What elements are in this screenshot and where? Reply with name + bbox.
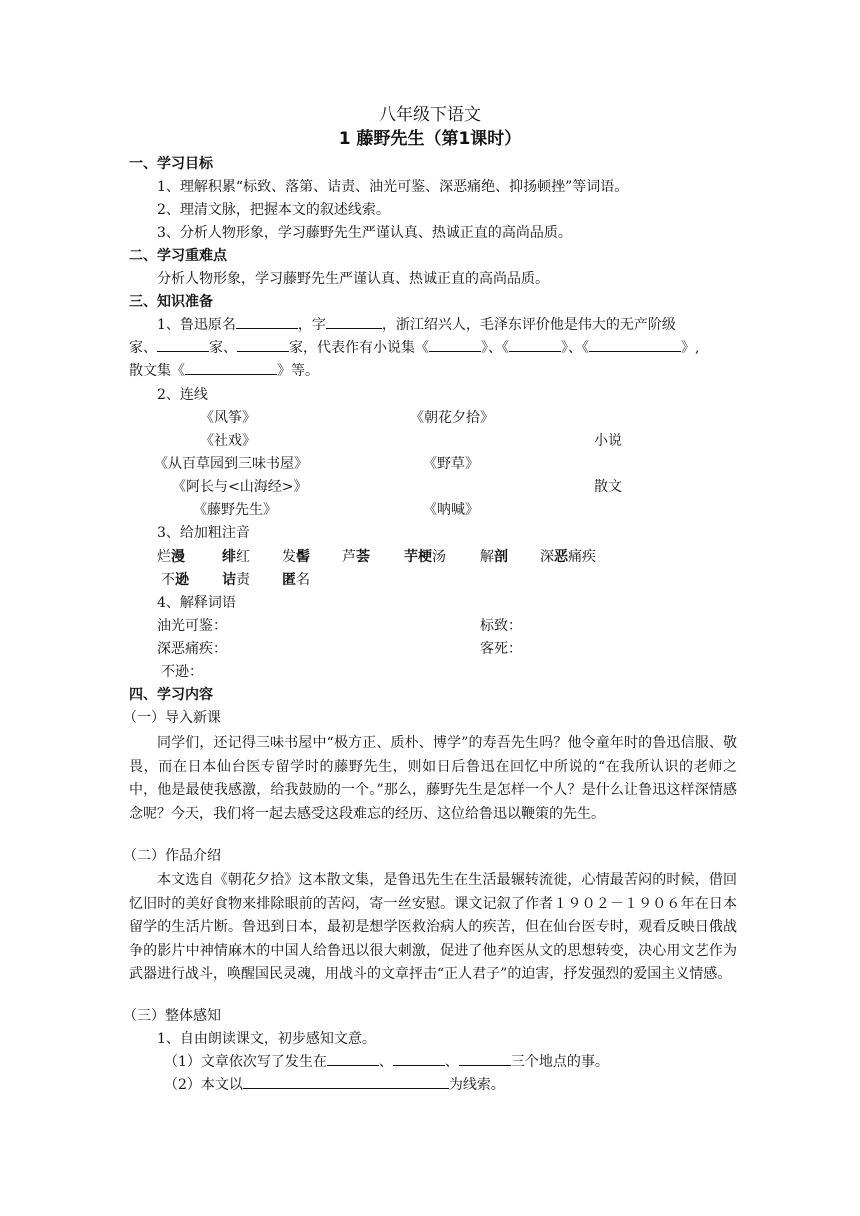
- matching-middle-item[interactable]: 《呐喊》: [423, 502, 479, 518]
- definition-term: 油光可鉴：: [157, 618, 227, 634]
- q1-text-f: 家，代表作有小说集《: [289, 340, 429, 356]
- definitions-label: 4、解释词语: [157, 595, 236, 611]
- pinyin-word: 不逊: [161, 572, 189, 588]
- subheading-intro: （一）导入新课: [123, 710, 221, 726]
- q1-text-b: ，字: [297, 317, 326, 333]
- matching-left-item[interactable]: 《从百草园到三味书屋》: [154, 456, 308, 472]
- section-heading-key-points: 二、学习重难点: [129, 248, 227, 264]
- definition-term: 不逊：: [161, 664, 203, 680]
- q1-text-g: 》、《: [481, 340, 509, 356]
- overview-task-3: （2）本文以 为线索。: [164, 1074, 505, 1097]
- subheading-overview: （三）整体感知: [123, 1008, 221, 1024]
- matching-right-item[interactable]: 小说: [594, 433, 622, 449]
- fill-blank[interactable]: [236, 314, 298, 329]
- fill-blank[interactable]: [326, 314, 382, 329]
- fill-blank[interactable]: [185, 360, 277, 375]
- goal-item-1: 1、理解积累“标致、落第、诘责、油光可鉴、深恶痛绝、抑扬顿挫”等词语。: [157, 179, 629, 195]
- work-intro-paragraph: 本文选自《朝花夕拾》这本散文集，是鲁迅先生在生活最辗转流徙，心情最苦闷的时候，借回忆旧时的美好食物来排除眼前的苦闷，寄一丝安慰。课文记叙了作者１９０２－１９０６年在日本留学的生活片断。鲁迅到日本，最初是想学医救治病人的疾苦，但在仙台医专时，观看反映日俄战争的影片中神情麻木的中国人给鲁迅以很大刺激，促进了他弃医从文的思想转变，决心用文艺作为武器进行战斗，唤醒国民灵魂，用战斗的文章抨击“正人君子”的迫害，抒发强烈的爱国主义情感。: [129, 872, 737, 982]
- pinyin-word: 芋梗汤: [404, 549, 446, 565]
- lesson-title: 1 藤野先生（第1课时）: [338, 129, 522, 149]
- overview-task-1: 1、自由朗读课文，初步感知文意。: [157, 1031, 376, 1047]
- fill-blank[interactable]: [393, 1051, 445, 1066]
- matching-right-item[interactable]: 散文: [594, 479, 622, 495]
- q1-text-a: 1、鲁迅原名: [157, 317, 236, 333]
- fill-blank[interactable]: [237, 337, 289, 352]
- pinyin-word: 芦荟: [342, 549, 370, 565]
- key-points-text: 分析人物形象，学习藤野先生严谨认真、热诚正直的高尚品质。: [157, 271, 549, 287]
- section-heading-prep: 三、知识准备: [129, 294, 213, 310]
- goal-item-3: 3、分析人物形象，学习藤野先生严谨认真、热诚正直的高尚品质。: [157, 225, 572, 241]
- pinyin-label: 3、给加粗注音: [157, 525, 250, 541]
- fill-blank[interactable]: [327, 1051, 379, 1066]
- grade-title: 八年级下语文: [379, 105, 481, 125]
- definition-term: 标致：: [480, 618, 522, 634]
- matching-label: 2、连线: [157, 387, 208, 403]
- definition-term: 深恶痛疾：: [157, 641, 227, 657]
- pinyin-word: 解剖: [480, 549, 508, 565]
- q1-text-k: 》等。: [277, 363, 319, 379]
- matching-left-item[interactable]: 《风筝》: [200, 410, 256, 426]
- prep-q1-line2: [129, 337, 699, 360]
- pinyin-word: 绯红: [222, 549, 250, 565]
- intro-paragraph: 同学们，还记得三味书屋中“极方正、质朴、博学”的寿吾先生吗？他令童年时的鲁迅信服、敬畏，而在日本仙台医专留学时的藤野先生，则如日后鲁迅在回忆中所说的“在我所认识的老师之中，他是最使我感激，给我鼓励的一个。”那么，藤野先生是怎样一个人？是什么让鲁迅这样深情感念呢？今天，我们将一起去感受这段难忘的经历、这位给鲁迅以鞭策的先生。: [129, 735, 737, 822]
- fill-blank[interactable]: [459, 1051, 511, 1066]
- fill-blank[interactable]: [589, 337, 681, 352]
- matching-left-item[interactable]: 《藤野先生》: [193, 502, 277, 518]
- q1-text-h: 》、《: [561, 340, 589, 356]
- matching-left-item[interactable]: 《阿长与<山海经>》: [172, 479, 308, 495]
- pinyin-word: 烂漫: [157, 549, 185, 565]
- fill-blank[interactable]: [157, 337, 209, 352]
- fill-blank[interactable]: [429, 337, 481, 352]
- pinyin-word: 深恶痛疾: [540, 549, 596, 565]
- pinyin-word: 发髻: [282, 549, 310, 565]
- section-heading-content: 四、学习内容: [129, 687, 213, 703]
- fill-blank[interactable]: [243, 1074, 449, 1089]
- matching-middle-item[interactable]: 《野草》: [423, 456, 479, 472]
- q1-text-e: 家、: [209, 340, 237, 356]
- q1-text-d: 家、: [129, 340, 157, 356]
- q1-text-j: 散文集《: [129, 363, 185, 379]
- pinyin-word: 匿名: [282, 572, 310, 588]
- prep-q1-line1: [157, 314, 676, 337]
- matching-left-item[interactable]: 《社戏》: [200, 433, 256, 449]
- prep-q1-line3: [129, 360, 319, 383]
- fill-blank[interactable]: [509, 337, 561, 352]
- matching-middle-item[interactable]: 《朝花夕拾》: [410, 410, 494, 426]
- section-heading-goals: 一、学习目标: [129, 156, 213, 172]
- goal-item-2: 2、理清文脉，把握本文的叙述线索。: [157, 202, 390, 218]
- pinyin-word: 诘责: [222, 572, 250, 588]
- q1-text-i: 》,: [681, 340, 700, 356]
- definition-term: 客死：: [480, 641, 522, 657]
- overview-task-2: （1）文章依次写了发生在 、 、 三个地点的事。: [164, 1051, 609, 1074]
- q1-text-c: ，浙江绍兴人，毛泽东评价他是伟大的无产阶级: [381, 317, 676, 333]
- subheading-work-intro: （二）作品介绍: [123, 848, 221, 864]
